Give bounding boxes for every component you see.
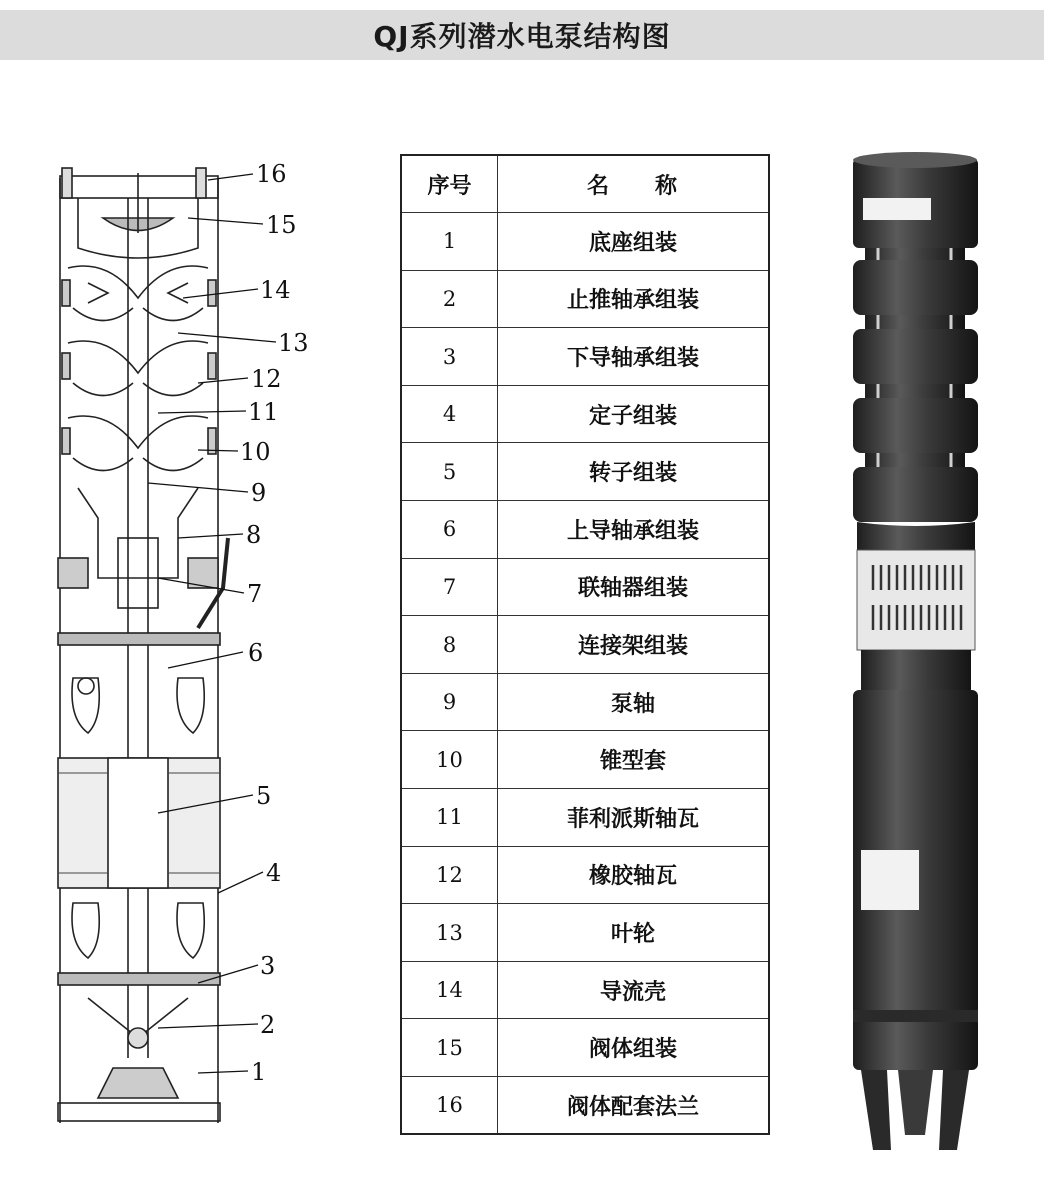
table-row xyxy=(401,961,769,1019)
row-name: 止推轴承组装 xyxy=(498,270,770,328)
row-no: 8 xyxy=(401,616,498,674)
row-name: 导流壳 xyxy=(498,961,770,1019)
callout-8: 8 xyxy=(246,521,262,549)
table-row xyxy=(401,385,769,443)
callout-5: 5 xyxy=(256,782,272,810)
callout-4: 4 xyxy=(266,859,282,887)
callout-3: 3 xyxy=(260,952,276,980)
callout-13: 13 xyxy=(278,329,309,357)
table-row xyxy=(401,731,769,789)
table-header-row xyxy=(401,155,769,213)
row-name: 菲利派斯轴瓦 xyxy=(498,789,770,847)
table-row xyxy=(401,789,769,847)
callout-1: 1 xyxy=(251,1058,267,1086)
header-name-part-2: 称 xyxy=(655,173,680,199)
table-row xyxy=(401,501,769,559)
parts-table xyxy=(400,154,770,1135)
table-row xyxy=(401,616,769,674)
callout-6: 6 xyxy=(248,639,264,667)
row-no: 12 xyxy=(401,846,498,904)
table-row xyxy=(401,443,769,501)
table-row xyxy=(401,846,769,904)
callout-2: 2 xyxy=(260,1011,276,1039)
callout-10: 10 xyxy=(240,438,271,466)
callout-7: 7 xyxy=(247,580,263,608)
row-no: 6 xyxy=(401,501,498,559)
callout-9: 9 xyxy=(251,479,267,507)
table-row xyxy=(401,213,769,271)
row-name: 连接架组装 xyxy=(498,616,770,674)
row-name: 叶轮 xyxy=(498,904,770,962)
title-bar xyxy=(0,10,1044,60)
header-name xyxy=(498,155,770,213)
structure-diagram xyxy=(48,158,330,1133)
row-name: 上导轴承组装 xyxy=(498,501,770,559)
callout-12: 12 xyxy=(251,365,282,393)
row-no: 14 xyxy=(401,961,498,1019)
row-no: 7 xyxy=(401,558,498,616)
callout-11: 11 xyxy=(248,398,279,426)
table-row xyxy=(401,673,769,731)
callout-15: 15 xyxy=(266,211,297,239)
table-row xyxy=(401,1019,769,1077)
row-name: 橡胶轴瓦 xyxy=(498,846,770,904)
row-no: 16 xyxy=(401,1077,498,1135)
row-no: 2 xyxy=(401,270,498,328)
row-name: 阀体配套法兰 xyxy=(498,1077,770,1135)
table-row xyxy=(401,328,769,386)
row-name: 阀体组装 xyxy=(498,1019,770,1077)
callout-16: 16 xyxy=(256,160,287,188)
row-no: 1 xyxy=(401,213,498,271)
table-row xyxy=(401,1077,769,1135)
row-no: 3 xyxy=(401,328,498,386)
row-name: 定子组装 xyxy=(498,385,770,443)
table-row xyxy=(401,270,769,328)
row-name: 底座组装 xyxy=(498,213,770,271)
table-row xyxy=(401,558,769,616)
row-name: 联轴器组装 xyxy=(498,558,770,616)
row-no: 4 xyxy=(401,385,498,443)
header-name-part-1: 名 xyxy=(586,173,611,199)
page-title: QJ系列潜水电泵结构图 xyxy=(373,20,671,53)
row-name: 转子组装 xyxy=(498,443,770,501)
row-name: 泵轴 xyxy=(498,673,770,731)
row-no: 11 xyxy=(401,789,498,847)
pump-photo xyxy=(843,150,993,1160)
callout-14: 14 xyxy=(260,276,291,304)
row-name: 锥型套 xyxy=(498,731,770,789)
row-no: 5 xyxy=(401,443,498,501)
table-row xyxy=(401,904,769,962)
row-no: 10 xyxy=(401,731,498,789)
header-no: 序号 xyxy=(401,155,498,213)
row-no: 9 xyxy=(401,673,498,731)
row-name: 下导轴承组装 xyxy=(498,328,770,386)
row-no: 13 xyxy=(401,904,498,962)
row-no: 15 xyxy=(401,1019,498,1077)
